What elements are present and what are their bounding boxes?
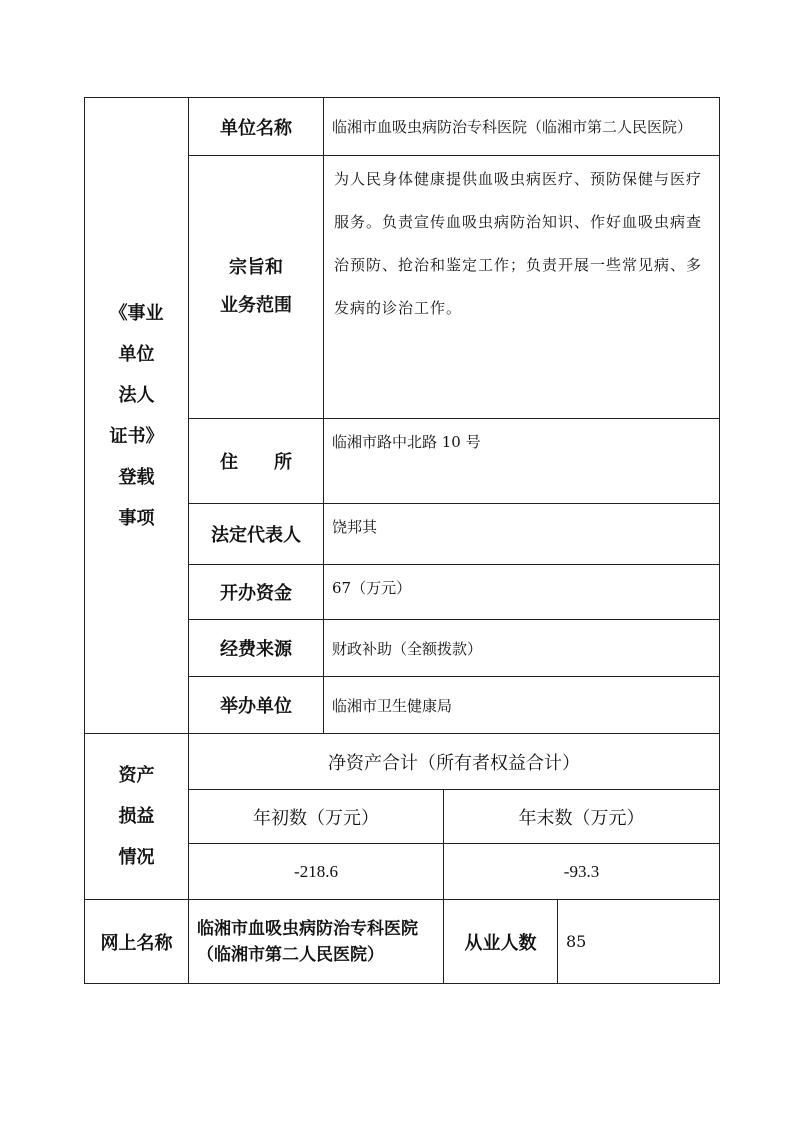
unit-name-value: 临湘市血吸虫病防治专科医院（临湘市第二人民医院） — [324, 98, 720, 156]
address-label: 住 所 — [189, 419, 324, 504]
online-name-label: 网上名称 — [85, 900, 189, 984]
assets-section-label — [85, 734, 189, 900]
legal-rep-value: 饶邦其 — [324, 504, 720, 565]
purpose-label-line: 业务范围 — [220, 295, 292, 316]
section-label-line: 单位 — [118, 343, 155, 365]
begin-year-value: -218.6 — [189, 844, 444, 900]
sponsor-value: 临湘市卫生健康局 — [324, 677, 720, 734]
address-value: 临湘市路中北路 10 号 — [324, 419, 720, 504]
legal-rep-label: 法定代表人 — [189, 504, 324, 565]
purpose-label-line: 宗旨和 — [229, 257, 283, 278]
net-assets-header: 净资产合计（所有者权益合计） — [189, 734, 720, 790]
section-label-line: 登载 — [118, 466, 155, 488]
end-year-value: -93.3 — [444, 844, 720, 900]
section-label-line: 资产 — [118, 765, 155, 786]
staff-count-label: 从业人数 — [444, 900, 558, 984]
online-name-value: 临湘市血吸虫病防治专科医院（临湘市第二人民医院） — [189, 900, 444, 984]
purpose-label — [189, 156, 324, 419]
funding-value: 财政补助（全额拨款） — [324, 620, 720, 677]
capital-value: 67（万元） — [324, 565, 720, 620]
section-label-line: 事项 — [118, 507, 155, 529]
section-label-line: 损益 — [118, 806, 155, 827]
staff-count-value: 85 — [558, 900, 720, 984]
purpose-value: 为人民身体健康提供血吸虫病医疗、预防保健与医疗服务。负责宣传血吸虫病防治知识、作好血吸虫病查治预防、抢治和鉴定工作；负责开展一些常见病、多发病的诊治工作。 — [324, 156, 720, 419]
capital-label: 开办资金 — [189, 565, 324, 620]
end-year-label: 年末数（万元） — [444, 790, 720, 844]
unit-name-label: 单位名称 — [189, 98, 324, 156]
section-label-line: 情况 — [118, 847, 155, 868]
section-label-line: 法人 — [118, 384, 155, 406]
section-label-line: 证书》 — [109, 425, 164, 447]
begin-year-label: 年初数（万元） — [189, 790, 444, 844]
funding-label: 经费来源 — [189, 620, 324, 677]
annual-report-table — [84, 97, 720, 984]
section-label-line: 《事业 — [109, 302, 164, 324]
sponsor-label: 举办单位 — [189, 677, 324, 734]
registration-section-label — [85, 98, 189, 734]
